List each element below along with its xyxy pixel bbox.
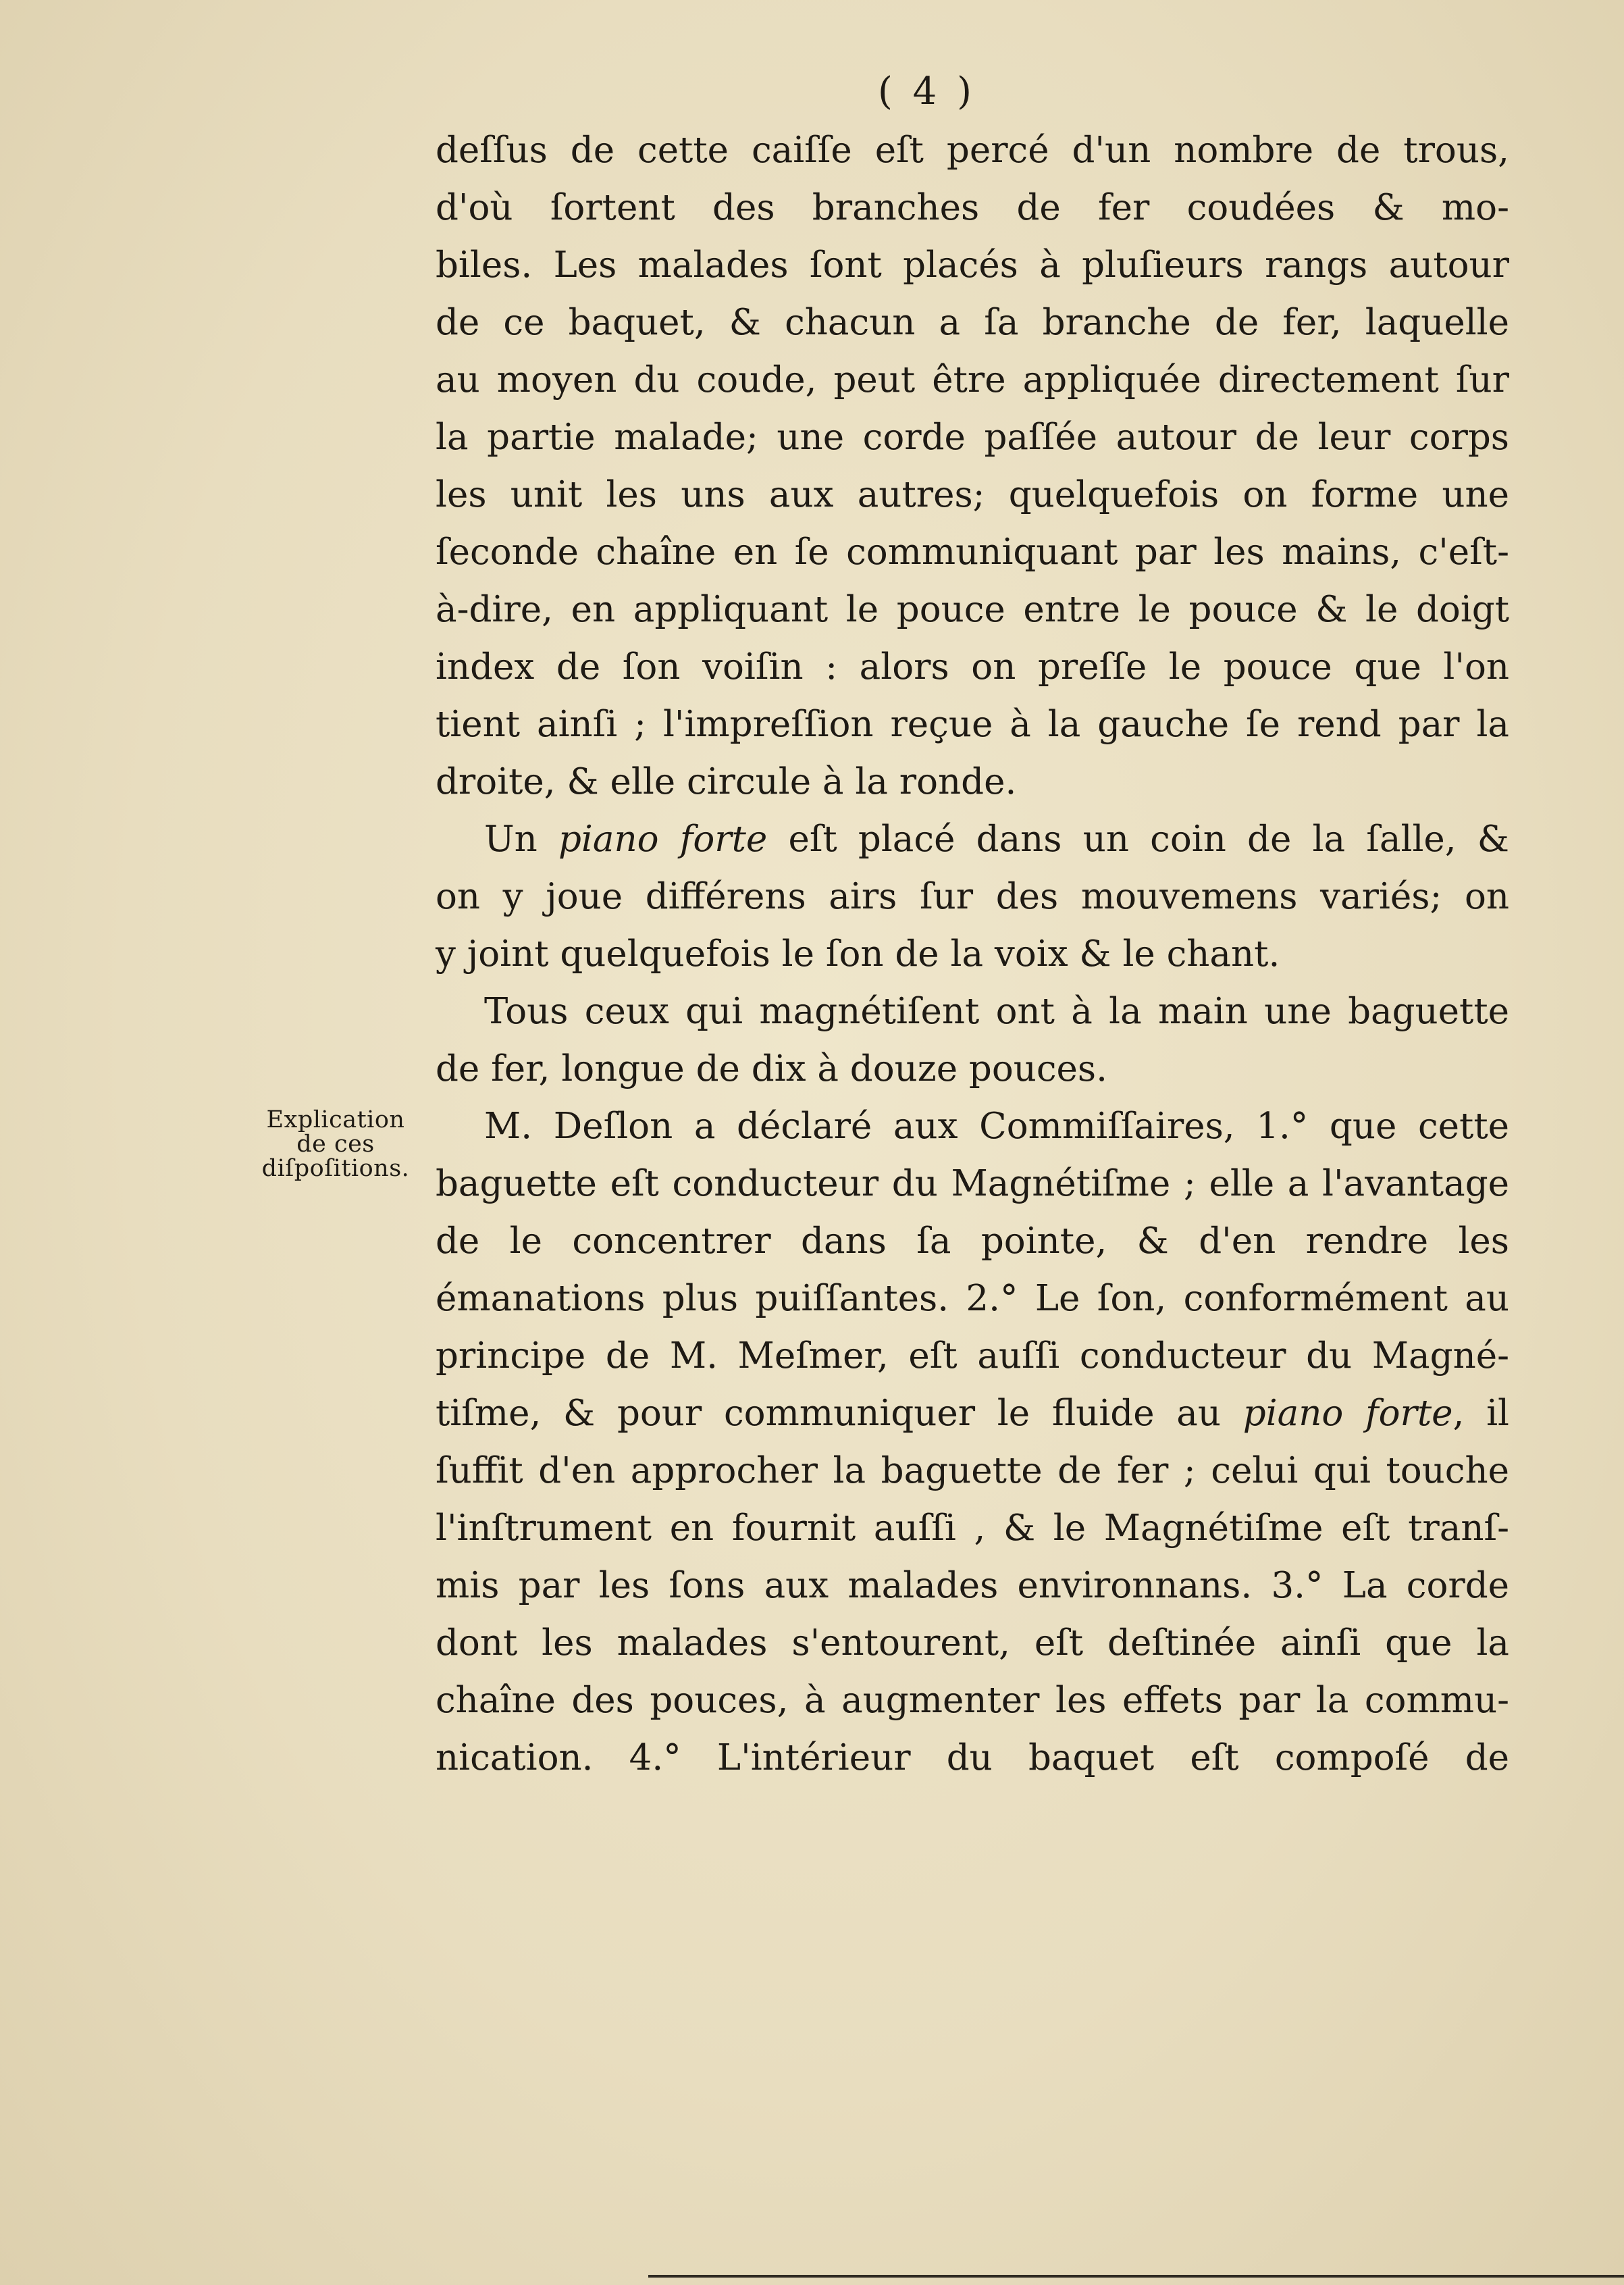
- text-line: les unit les uns aux autres; quelquefois on forme une: [436, 474, 1509, 515]
- text-line: on y joue différens airs ſur des mouvemens variés; on: [436, 876, 1509, 917]
- text-line: mis par les ſons aux malades environnans. 3.° La corde: [436, 1565, 1509, 1606]
- text-line: principe de M. Meſmer, eſt auſſi conducteur du Magné-: [436, 1335, 1509, 1377]
- text-line: deſſus de cette caiſſe eſt percé d'un nombre de trous,: [436, 130, 1509, 171]
- text-line: de le concentrer dans ſa pointe, & d'en rendre les: [436, 1221, 1509, 1262]
- text-line: biles. Les malades ſont placés à pluſieurs rangs autour: [436, 245, 1509, 286]
- text-line: [436, 1385, 1509, 1442]
- text-line: d'où ſortent des branches de fer coudées & mo-: [436, 187, 1509, 228]
- text-line: à-dire, en appliquant le pouce entre le pouce & le doigt: [436, 589, 1509, 630]
- italic-term: piano forte: [558, 819, 768, 860]
- text-line: chaîne des pouces, à augmenter les effets par la commu-: [436, 1680, 1509, 1721]
- italic-term: piano forte: [1242, 1393, 1453, 1434]
- body-text: [436, 122, 1509, 1787]
- text-line: [436, 811, 1509, 868]
- text-line: nication. 4.° L'intérieur du baquet eſt compoſé de: [436, 1737, 1509, 1778]
- text-line: l'inſtrument en fournit auſſi , & le Magnétiſme eſt tranſ-: [436, 1508, 1509, 1549]
- page-number: ( 4 ): [878, 70, 976, 113]
- text-line: index de ſon voiſin : alors on preſſe le pouce que l'on: [436, 646, 1509, 688]
- text-fragment: , il: [1452, 1393, 1509, 1434]
- text-fragment: eſt placé dans un coin de la ſalle, &: [767, 819, 1509, 860]
- bottom-rule: [648, 2275, 1624, 2278]
- margin-note-line: de ces: [296, 1131, 375, 1158]
- text-line: dont les malades s'entourent, eſt deſtinée ainſi que la: [436, 1622, 1509, 1664]
- text-line: Tous ceux qui magnétiſent ont à la main une baguette: [484, 991, 1509, 1032]
- text-line: ſuffit d'en approcher la baguette de fer ; celui qui touche: [436, 1450, 1509, 1491]
- text-line: au moyen du coude, peut être appliquée directement ſur: [436, 359, 1509, 401]
- text-line: tient ainſi ; l'impreſſion reçue à la gauche ſe rend par la: [436, 704, 1509, 745]
- text-line: droite, & elle circule à la ronde.: [436, 761, 1017, 802]
- text-line: ſeconde chaîne en ſe communiquant par les mains, c'eſt-: [436, 532, 1509, 573]
- text-line: baguette eſt conducteur du Magnétiſme ; elle a l'avantage: [436, 1163, 1509, 1204]
- text-line: de fer, longue de dix à douze pouces.: [436, 1048, 1107, 1089]
- text-fragment: tiſme, & pour communiquer le fluide au: [436, 1393, 1243, 1434]
- text-line: M. Deſlon a déclaré aux Commiſſaires, 1.° que cette: [484, 1106, 1509, 1147]
- text-line: de ce baquet, & chacun a ſa branche de fer, laquelle: [436, 302, 1509, 343]
- margin-note: [251, 1108, 420, 1181]
- margin-note-line: diſpoſitions.: [261, 1155, 410, 1182]
- text-line: la partie malade; une corde paſſée autour de leur corps: [436, 417, 1509, 458]
- text-line: y joint quelquefois le ſon de la voix & le chant.: [436, 933, 1280, 975]
- margin-note-line: Explication: [266, 1106, 405, 1133]
- text-line: émanations plus puiſſantes. 2.° Le ſon, conformément au: [436, 1278, 1509, 1319]
- text-fragment: Un: [484, 819, 558, 860]
